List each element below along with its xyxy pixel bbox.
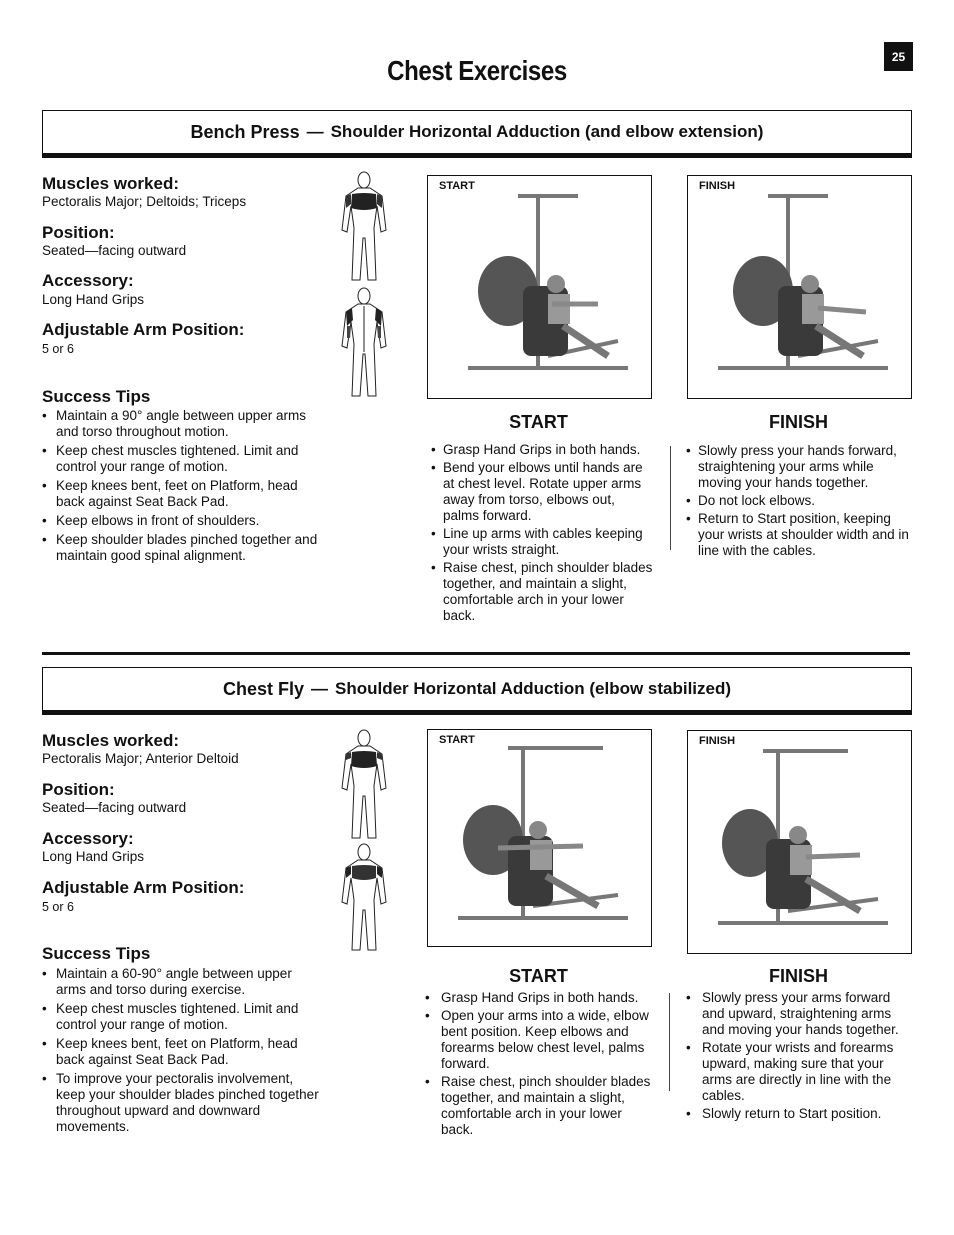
tip-item: • Keep shoulder blades pinched together and maintain good spinal alignment.: [42, 532, 320, 564]
exercise-banner-bench-press: [42, 110, 912, 158]
step-item: • Open your arms into a wide, elbow bent position. Keep elbows and forearms below chest level, palms forward.: [425, 1008, 651, 1072]
tip-item: • To improve your pectoralis involvement, keep your shoulder blades pinched together throughout upward and downward movements.: [42, 1071, 320, 1135]
accessory-label: Accessory:: [42, 829, 134, 848]
position-value: Seated—facing outward: [42, 243, 187, 258]
tip-item: • Keep knees bent, feet on Platform, head back against Seat Back Pad.: [42, 1036, 320, 1068]
finish-photo: [687, 175, 912, 399]
column-divider: [670, 446, 671, 550]
tip-item: • Keep chest muscles tightened. Limit and control your range of motion.: [42, 443, 320, 475]
photo-tag: START: [439, 734, 475, 746]
tip-item: • Maintain a 60-90° angle between upper arms and torso during exercise.: [42, 966, 320, 998]
arm-position-value: 5 or 6: [42, 342, 74, 356]
start-steps-list: [431, 442, 653, 626]
anatomy-back-figure: [334, 286, 394, 398]
page-title: Chest Exercises: [387, 55, 567, 86]
step-item: • Raise chest, pinch shoulder blades together, and maintain a slight, comfortable arch in your lower back.: [431, 560, 653, 624]
step-item: • Return to Start position, keeping your wrists at shoulder width and in line with the cables.: [686, 511, 910, 559]
step-item: • Slowly press your hands forward, straightening your arms while moving your hands together.: [686, 443, 910, 491]
step-item: • Slowly press your arms forward and upward, straightening arms and moving your hands together.: [686, 990, 910, 1038]
success-tips-list: [42, 966, 320, 1138]
machine-start-illustration: [428, 730, 651, 946]
title-dash: —: [311, 679, 328, 698]
muscles-value: Pectoralis Major; Deltoids; Triceps: [42, 194, 247, 209]
muscles-label: Muscles worked:: [42, 174, 179, 193]
step-item: • Raise chest, pinch shoulder blades together, and maintain a slight, comfortable arch in your lower back.: [425, 1074, 651, 1138]
arm-position-value: 5 or 6: [42, 900, 74, 914]
tip-item: • Keep chest muscles tightened. Limit and control your range of motion.: [42, 1001, 320, 1033]
tip-item: • Maintain a 90° angle between upper arms and torso throughout motion.: [42, 408, 320, 440]
machine-finish-illustration: [688, 731, 911, 953]
success-tips-label: Success Tips: [42, 944, 151, 963]
title-dash: —: [306, 122, 324, 141]
exercise-banner-chest-fly: [42, 667, 912, 715]
arm-position-label: Adjustable Arm Position:: [42, 320, 245, 339]
photo-tag: START: [439, 180, 475, 192]
photo-tag: FINISH: [699, 735, 736, 747]
finish-photo: [687, 730, 912, 954]
accessory-label: Accessory:: [42, 271, 134, 290]
start-heading: START: [509, 966, 568, 986]
finish-steps-list: [686, 990, 910, 1124]
finish-heading: FINISH: [768, 412, 828, 432]
step-item: • Bend your elbows until hands are at chest level. Rotate upper arms away from torso, elbows out, palms forward.: [431, 460, 653, 524]
step-item: • Grasp Hand Grips in both hands.: [431, 442, 653, 458]
accessory-value: Long Hand Grips: [42, 849, 145, 864]
tip-item: • Keep knees bent, feet on Platform, head back against Seat Back Pad.: [42, 478, 320, 510]
anatomy-front-figure: [334, 728, 394, 840]
finish-steps-list: [686, 443, 910, 561]
column-divider: [669, 993, 670, 1091]
machine-start-illustration: [428, 176, 651, 398]
success-tips-list: [42, 408, 320, 567]
exercise-name: Chest Fly: [222, 678, 304, 699]
arm-position-label: Adjustable Arm Position:: [42, 878, 245, 897]
start-steps-list: [425, 990, 651, 1140]
anatomy-front-figure: [334, 170, 394, 282]
machine-finish-illustration: [688, 176, 911, 398]
muscles-value: Pectoralis Major; Anterior Deltoid: [42, 751, 239, 766]
photo-tag: FINISH: [699, 180, 736, 192]
page-number: 25: [884, 42, 913, 71]
muscles-label: Muscles worked:: [42, 731, 179, 750]
exercise-subtitle: Shoulder Horizontal Adduction (and elbow extension): [330, 122, 764, 141]
step-item: • Do not lock elbows.: [686, 493, 910, 509]
accessory-value: Long Hand Grips: [42, 292, 145, 307]
step-item: • Line up arms with cables keeping your wrists straight.: [431, 526, 653, 558]
tip-item: • Keep elbows in front of shoulders.: [42, 513, 320, 529]
finish-heading: FINISH: [768, 966, 828, 986]
exercise-name: Bench Press: [190, 121, 300, 142]
exercise-subtitle: Shoulder Horizontal Adduction (elbow stabilized): [335, 679, 732, 698]
step-item: • Rotate your wrists and forearms upward, making sure that your arms are directly in line with the cables.: [686, 1040, 910, 1104]
step-item: • Grasp Hand Grips in both hands.: [425, 990, 651, 1006]
anatomy-back-figure: [334, 842, 394, 952]
success-tips-label: Success Tips: [42, 387, 151, 406]
position-value: Seated—facing outward: [42, 800, 187, 815]
start-heading: START: [509, 412, 568, 432]
step-item: • Slowly return to Start position.: [686, 1106, 910, 1122]
start-photo: [427, 175, 652, 399]
position-label: Position:: [42, 780, 115, 799]
position-label: Position:: [42, 223, 115, 242]
start-photo: [427, 729, 652, 947]
section-divider: [42, 652, 910, 655]
